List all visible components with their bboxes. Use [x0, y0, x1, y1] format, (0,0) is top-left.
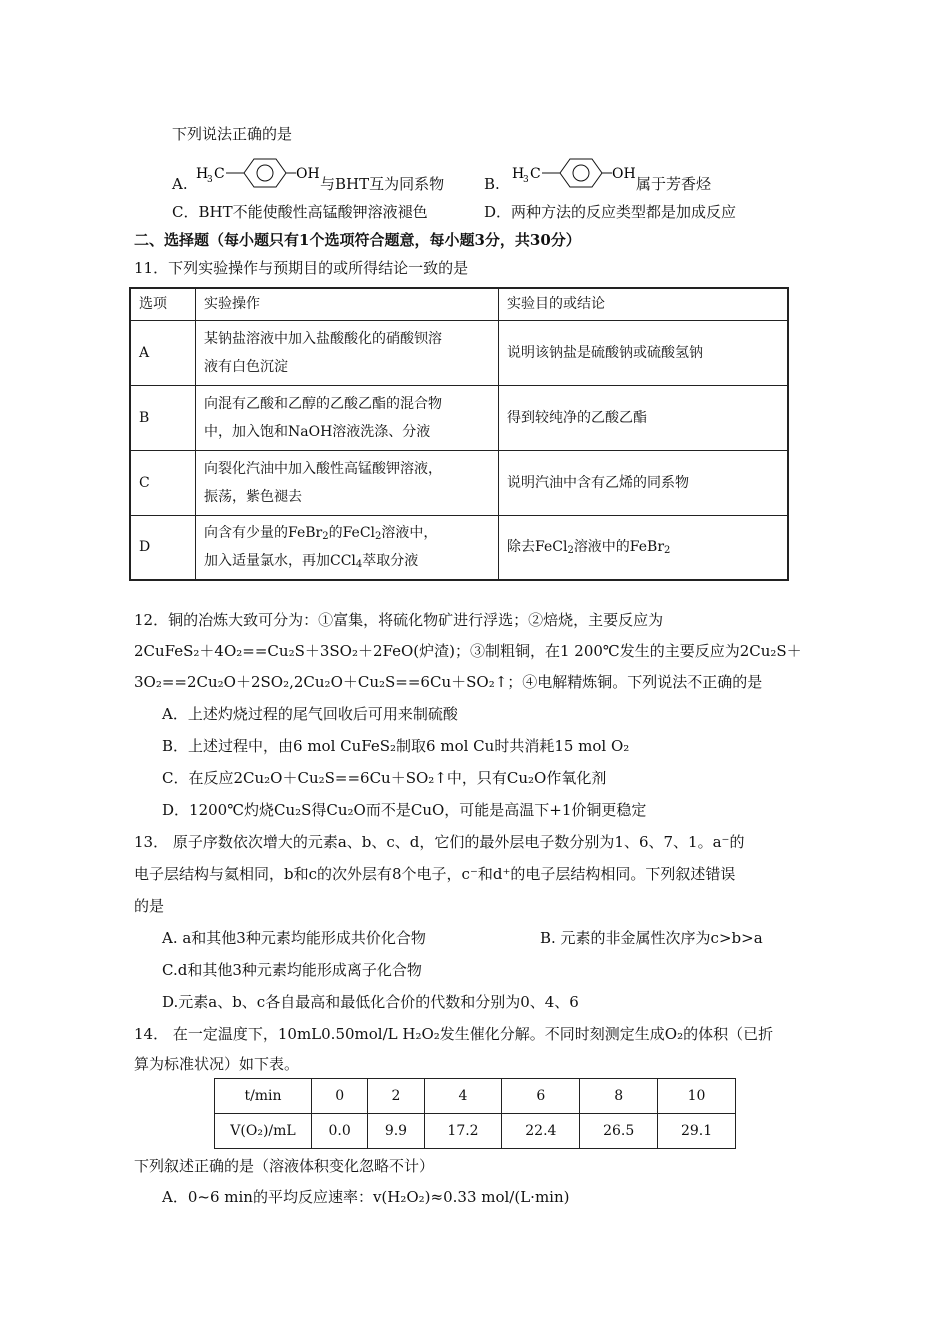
table-cell: 17.2	[424, 1114, 502, 1149]
q12-option-a: A．上述灼烧过程的尾气回收后可用来制硫酸	[162, 705, 458, 723]
table-header: V(O₂)/mL	[215, 1114, 312, 1149]
table-cell: 说明汽油中含有乙烯的同系物	[499, 450, 789, 515]
cresol-structure-a	[192, 156, 322, 196]
q10-intro: 下列说法正确的是	[172, 125, 293, 143]
svg-text:3: 3	[523, 175, 529, 185]
cell-line: 向裂化汽油中加入酸性高锰酸钾溶液，	[204, 460, 442, 477]
table-cell	[196, 320, 499, 385]
table-cell: 得到较纯净的乙酸乙酯	[499, 385, 789, 450]
q10-option-d: D．两种方法的反应类型都是加成反应	[484, 203, 737, 221]
q11-table	[129, 287, 789, 581]
cell-line: 某钠盐溶液中加入盐酸酸化的硝酸钡溶	[204, 330, 442, 347]
table-cell	[196, 385, 499, 450]
table-cell: 22.4	[502, 1114, 580, 1149]
table-row	[130, 450, 788, 515]
q13-option-c: C.d和其他3种元素均能形成离子化合物	[162, 961, 422, 979]
q11-stem: 11．下列实验操作与预期目的或所得结论一致的是	[134, 259, 469, 277]
table-cell: 0.0	[312, 1114, 368, 1149]
q13-option-b: B. 元素的非金属性次序为c>b>a	[540, 929, 763, 947]
table-cell: 4	[424, 1079, 502, 1114]
table-cell: A	[130, 320, 196, 385]
table-cell: 9.9	[368, 1114, 424, 1149]
table-cell: D	[130, 515, 196, 580]
q13-line-3: 的是	[134, 897, 165, 915]
q12-line-2: 2CuFeS₂＋4O₂==Cu₂S＋3SO₂＋2FeO(炉渣)；③制粗铜，在1 200℃发生的主要反应为2Cu₂S＋	[134, 642, 802, 660]
section-heading: 二、选择题（每小题只有1个选项符合题意，每小题3分，共30分）	[134, 231, 581, 249]
svg-text:C: C	[214, 166, 225, 182]
table-cell: 6	[502, 1079, 580, 1114]
q10-option-b-label: B.	[484, 175, 500, 193]
table-header: 选项	[130, 288, 196, 320]
table-cell: 29.1	[658, 1114, 736, 1149]
q13-option-d: D.元素a、b、c各自最高和最低化合价的代数和分别为0、4、6	[162, 993, 579, 1011]
table-cell: 26.5	[580, 1114, 658, 1149]
cell-line: 向含有少量的FeBr$_2$的FeCl$_2$溶液中，	[204, 525, 438, 543]
cresol-structure-b	[508, 156, 638, 196]
table-cell	[196, 515, 499, 580]
table-header: t/min	[215, 1079, 312, 1114]
q13-line-2: 电子层结构与氦相同，b和c的次外层有8个电子，c⁻和d⁺的电子层结构相同。下列叙述错误	[134, 865, 736, 883]
cell-line: 中，加入饱和NaOH溶液洗涤、分液	[204, 423, 431, 440]
svg-text:OH: OH	[612, 166, 636, 182]
q13-line-1: 13． 原子序数依次增大的元素a、b、c、d，它们的最外层电子数分别为1、6、7、1。a⁻的	[134, 833, 745, 851]
q12-line-3: 3O₂==2Cu₂O＋2SO₂,2Cu₂O＋Cu₂S==6Cu＋SO₂↑；④电解精炼铜。下列说法不正确的是	[134, 673, 763, 691]
table-header: 实验操作	[196, 288, 499, 320]
table-cell: 除去FeCl$_2$溶液中的FeBr$_2$	[499, 515, 789, 580]
table-cell: 0	[312, 1079, 368, 1114]
q12-line-1: 12．铜的冶炼大致可分为：①富集，将硫化物矿进行浮选；②焙烧，主要反应为	[134, 611, 664, 629]
svg-text:H: H	[196, 166, 209, 182]
table-cell	[196, 450, 499, 515]
cell-line: 向混有乙酸和乙醇的乙酸乙酯的混合物	[204, 395, 442, 412]
table-cell: 2	[368, 1079, 424, 1114]
svg-text:C: C	[530, 166, 541, 182]
table-cell: B	[130, 385, 196, 450]
q14-after-table: 下列叙述正确的是（溶液体积变化忽略不计）	[134, 1157, 435, 1175]
table-row	[215, 1114, 736, 1149]
q14-line-2: 算为标准状况）如下表。	[134, 1055, 300, 1073]
q12-option-c: C．在反应2Cu₂O＋Cu₂S==6Cu＋SO₂↑中，只有Cu₂O作氧化剂	[162, 769, 607, 787]
table-cell: 说明该钠盐是硫酸钠或硫酸氢钠	[499, 320, 789, 385]
q14-option-a: A．0~6 min的平均反应速率：v(H₂O₂)≈0.33 mol/(L·min)	[162, 1188, 570, 1206]
q14-table	[214, 1078, 736, 1149]
svg-text:H: H	[512, 166, 525, 182]
q10-option-a-text: 与BHT互为同系物	[320, 175, 445, 193]
table-row	[215, 1079, 736, 1114]
q10-option-b-text: 属于芳香烃	[636, 175, 712, 193]
svg-text:OH: OH	[296, 166, 320, 182]
q12-option-b: B．上述过程中，由6 mol CuFeS₂制取6 mol Cu时共消耗15 mol O₂	[162, 737, 630, 755]
q12-option-d: D．1200℃灼烧Cu₂S得Cu₂O而不是CuO，可能是高温下+1价铜更稳定	[162, 801, 647, 819]
cell-line: 液有白色沉淀	[204, 358, 288, 375]
svg-text:3: 3	[207, 175, 213, 185]
q10-option-a-label: A.	[172, 175, 188, 193]
table-cell: 10	[658, 1079, 736, 1114]
table-cell: C	[130, 450, 196, 515]
q10-option-c: C．BHT不能使酸性高锰酸钾溶液褪色	[172, 203, 428, 221]
table-cell: 8	[580, 1079, 658, 1114]
q14-line-1: 14． 在一定温度下，10mL0.50mol/L H₂O₂发生催化分解。不同时刻测定生成O₂的体积（已折	[134, 1025, 774, 1043]
cell-line: 振荡，紫色褪去	[204, 488, 302, 505]
table-row	[130, 385, 788, 450]
table-header: 实验目的或结论	[499, 288, 789, 320]
table-row	[130, 320, 788, 385]
cell-line: 加入适量氯水，再加CCl$_4$萃取分液	[204, 553, 419, 571]
table-row	[130, 515, 788, 580]
q13-option-a: A. a和其他3种元素均能形成共价化合物	[162, 929, 426, 947]
